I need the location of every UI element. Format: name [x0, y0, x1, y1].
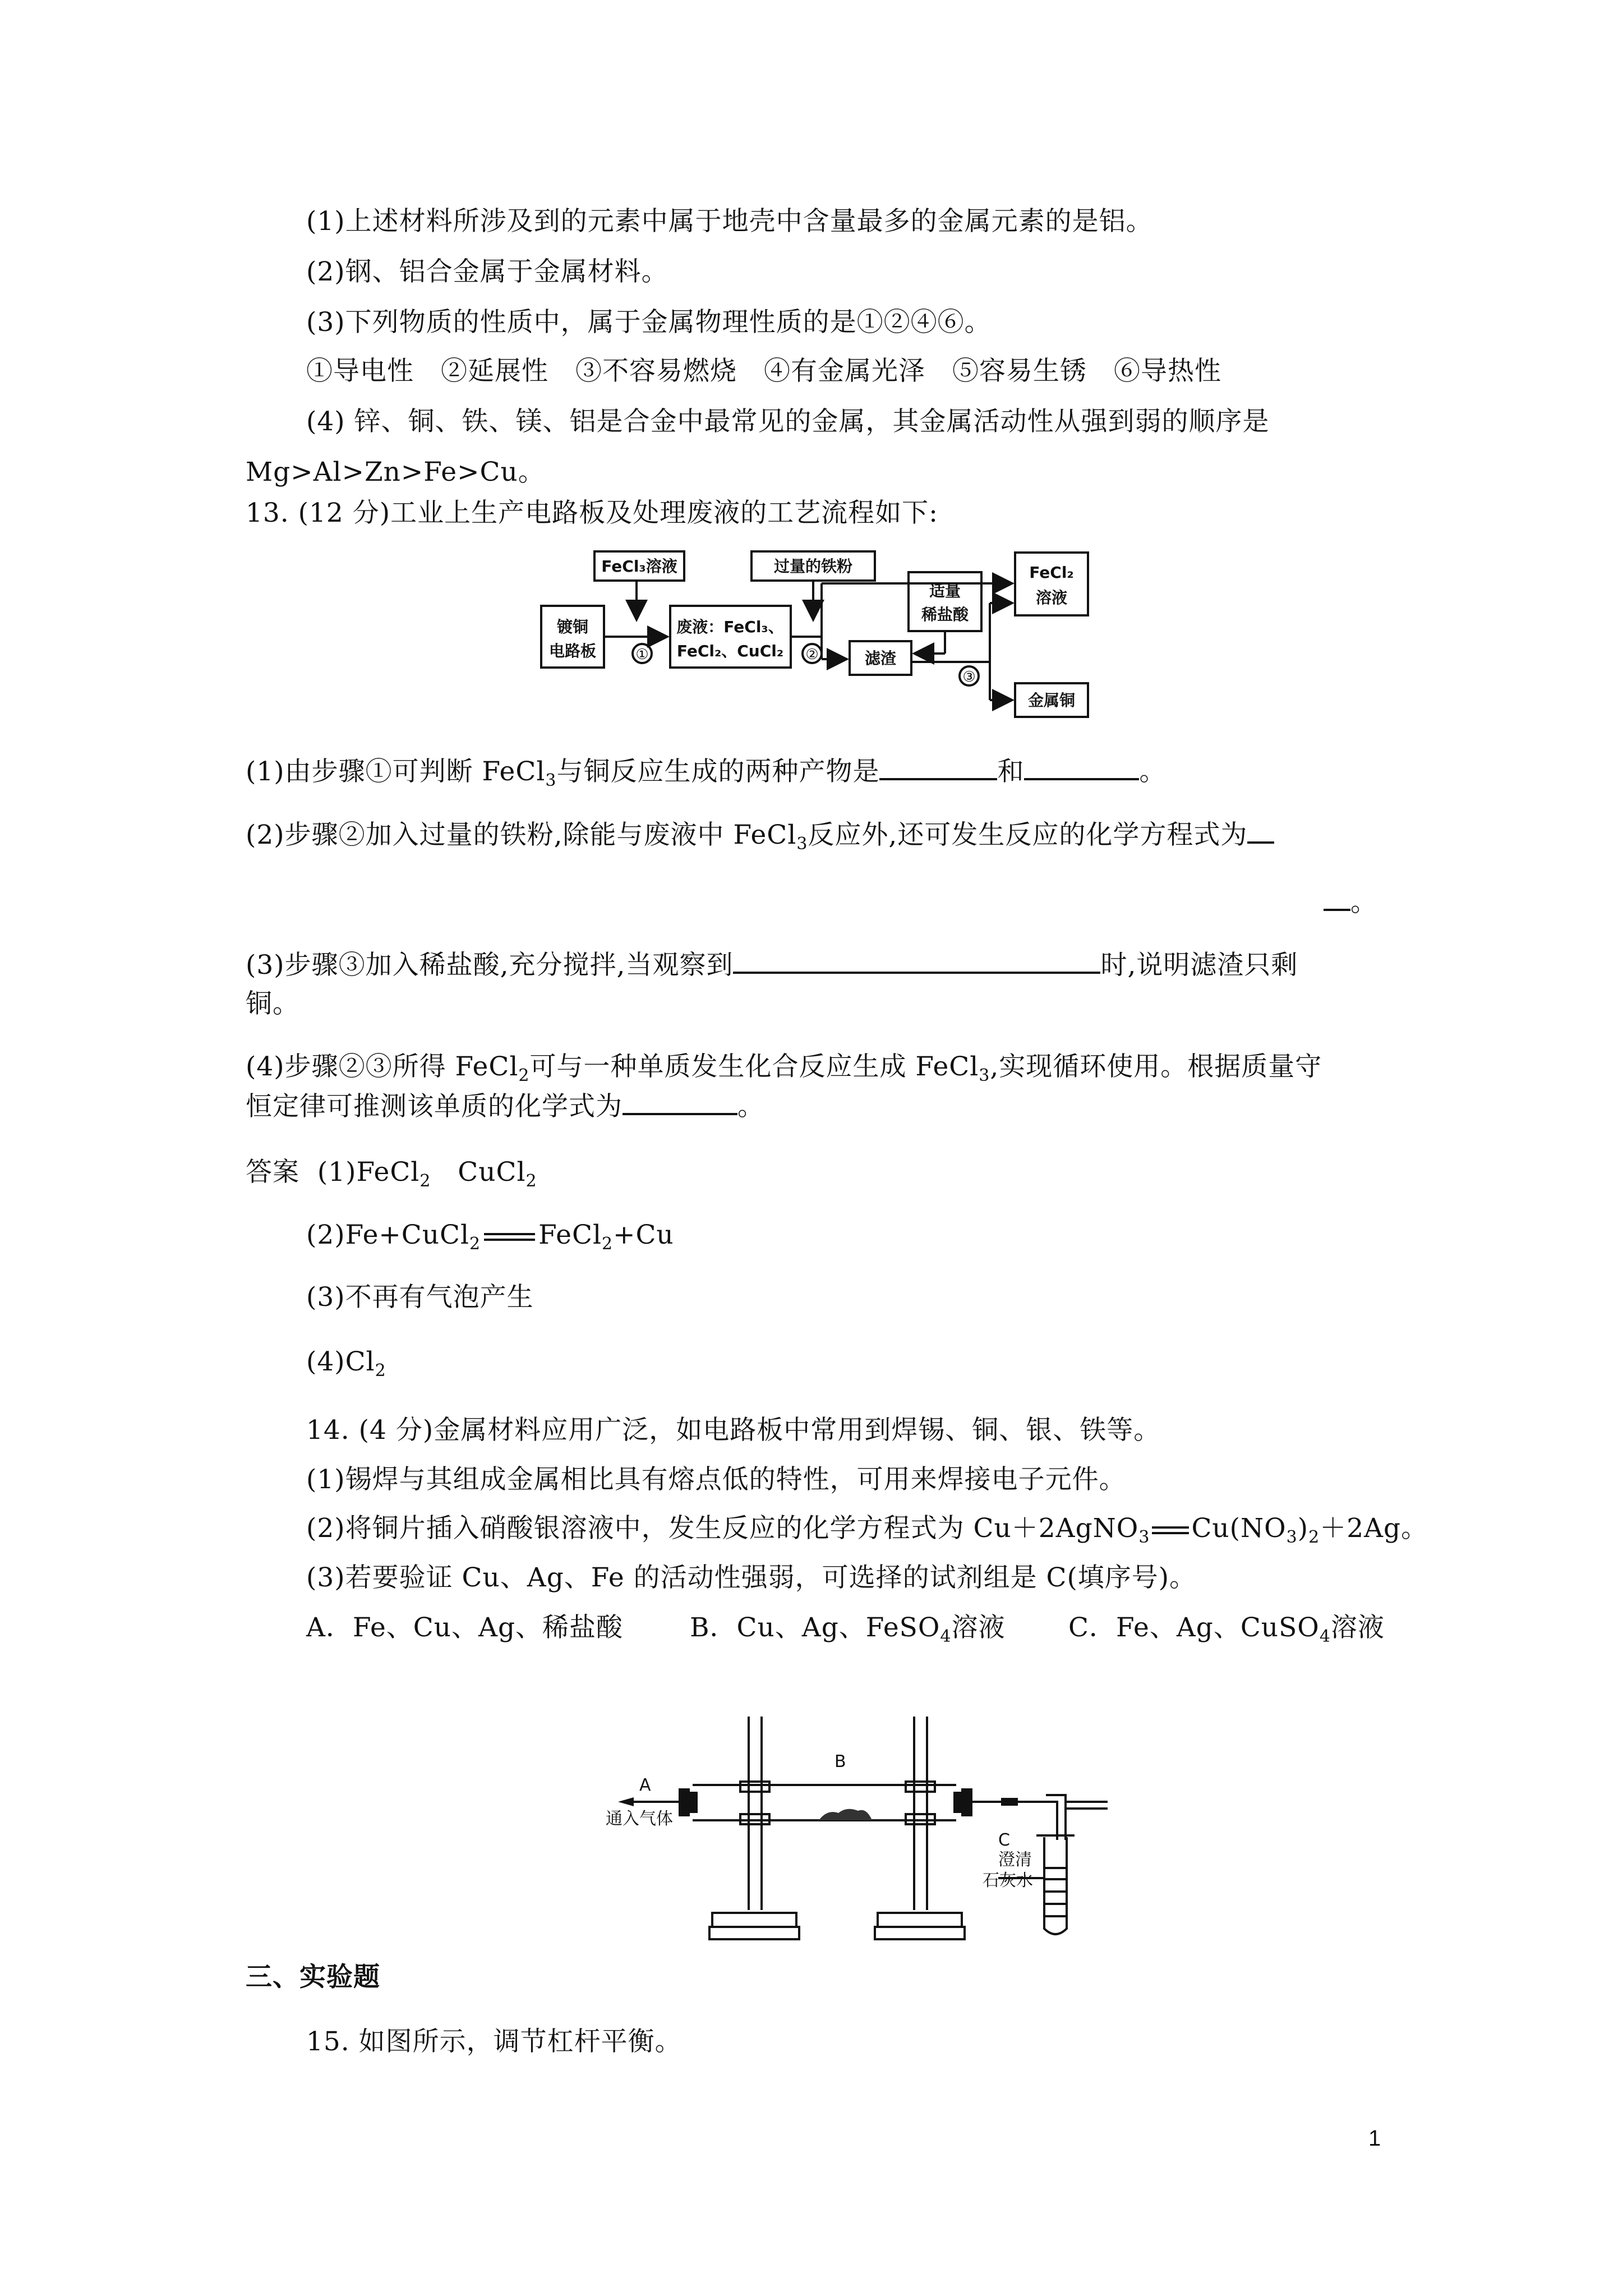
q12-part4-line2: Mg>Al>Zn>Fe>Cu。	[246, 457, 545, 487]
q12-part3: (3)下列物质的性质中，属于金属物理性质的是①②④⑥。	[306, 307, 992, 338]
q13-part3: (3)步骤③加入稀盐酸,充分搅拌,当观察到 时,说明滤渣只剩	[246, 948, 1298, 982]
q14-option-b: B．Cu、Ag、FeSO$_4$溶液	[690, 1612, 1006, 1646]
limewater-label-2: 石灰水	[983, 1871, 1033, 1890]
circuit-board-label-2: 电路板	[548, 642, 597, 660]
q12-part1: (1)上述材料所涉及到的元素中属于地壳中含量最多的金属元素的是铝。	[306, 206, 1153, 237]
q12-part2: (2)钢、铝合金属于金属材料。	[306, 256, 668, 287]
step3-marker: ③	[962, 669, 976, 685]
q15-text: 15. 如图所示，调节杠杆平衡。	[306, 2026, 682, 2057]
q13-part3-line2: 铜。	[246, 988, 299, 1019]
q14-option-c: C．Fe、Ag、CuSO$_4$溶液	[1068, 1612, 1385, 1646]
limewater-label-1: 澄清	[998, 1850, 1032, 1870]
q13-part2-end: 。	[1324, 885, 1377, 919]
fecl3-solution-label: FeCl₃溶液	[601, 557, 677, 576]
label-b: B	[834, 1752, 846, 1772]
gas-inlet-label: 通入气体	[606, 1809, 673, 1829]
label-c: C	[998, 1830, 1010, 1850]
q13-answer-2: (2)Fe+CuCl$_2$ FeCl$_2$+Cu	[306, 1220, 674, 1254]
q14-title: 14. (4 分)金属材料应用广泛，如电路板中常用到焊锡、铜、银、铁等。	[306, 1415, 1161, 1446]
q13-part4-line2: 恒定律可推测该单质的化学式为 。	[246, 1089, 764, 1124]
q13-title: 13. (12 分)工业上生产电路板及处理废液的工艺流程如下:	[246, 498, 938, 528]
excess-iron-label: 过量的铁粉	[773, 557, 853, 576]
answer-blank[interactable]	[879, 754, 997, 780]
hcl-label-1: 适量	[929, 582, 961, 600]
metal-copper-label: 金属铜	[1027, 691, 1076, 710]
q13-answer-4: $(4)Cl_2$	[306, 1346, 386, 1381]
circuit-board-label-1: 镀铜	[556, 618, 589, 636]
waste-liquid-label-2: FeCl₂、CuCl₂	[676, 642, 784, 660]
answer-blank[interactable]	[1024, 754, 1139, 780]
fecl2-solution-label-1: FeCl₂	[1029, 563, 1074, 582]
q14-option-a: A．Fe、Cu、Ag、稀盐酸	[306, 1612, 624, 1643]
q13-part1: (1)由步骤①可判断 FeCl$_3$与铜反应生成的两种产物是 和 。	[246, 754, 1166, 798]
equals-arrow-icon	[483, 1228, 536, 1245]
label-a: A	[639, 1775, 651, 1795]
answer-blank[interactable]	[1324, 885, 1350, 911]
process-flow-diagram	[533, 547, 1105, 726]
page-number: 1	[1368, 2126, 1381, 2151]
answer-blank[interactable]	[1247, 818, 1274, 844]
step1-marker: ①	[635, 646, 649, 663]
q13-answer-1: 答案 (1)FeCl$_2$ CuCl$_2$	[246, 1157, 537, 1191]
residue-label: 滤渣	[864, 649, 897, 668]
waste-liquid-label-1: 废液：FeCl₃、	[676, 618, 784, 636]
q12-part4-line1: (4) 锌、铜、铁、镁、铝是合金中最常见的金属，其金属活动性从强到弱的顺序是	[306, 406, 1270, 437]
answer-blank[interactable]	[623, 1089, 737, 1115]
q13-part4: (4)步骤②③所得 FeCl$_2$可与一种单质发生化合反应生成 FeCl$_3$,实现循环使用。根据质量守	[246, 1051, 1322, 1085]
section-heading: 三、实验题	[246, 1962, 380, 1993]
q12-options: ①导电性 ②延展性 ③不容易燃烧 ④有金属光泽 ⑤容易生锈 ⑥导热性	[306, 356, 1221, 386]
hcl-label-2: 稀盐酸	[921, 605, 969, 624]
equals-arrow-icon	[1151, 1522, 1190, 1539]
q14-part1: (1)锡焊与其组成金属相比具有熔点低的特性，可用来焊接电子元件。	[306, 1464, 1126, 1495]
experiment-apparatus-figure	[583, 1705, 1122, 1941]
step2-marker: ②	[805, 646, 819, 663]
fecl2-solution-label-2: 溶液	[1035, 588, 1068, 607]
answer-blank[interactable]	[733, 948, 1100, 974]
q13-part2: (2)步骤②加入过量的铁粉,除能与废液中 FeCl$_3$反应外,还可发生反应的化学方程式为	[246, 818, 1274, 861]
q14-part2: (2)将铜片插入硝酸银溶液中，发生反应的化学方程式为 Cu＋2AgNO$_3$ $Cu(NO_3)_2+2Ag$。	[306, 1513, 1428, 1547]
q13-answer-3: (3)不再有气泡产生	[306, 1282, 534, 1313]
q14-part3: (3)若要验证 Cu、Ag、Fe 的活动性强弱，可选择的试剂组是 C(填序号)。	[306, 1562, 1197, 1593]
